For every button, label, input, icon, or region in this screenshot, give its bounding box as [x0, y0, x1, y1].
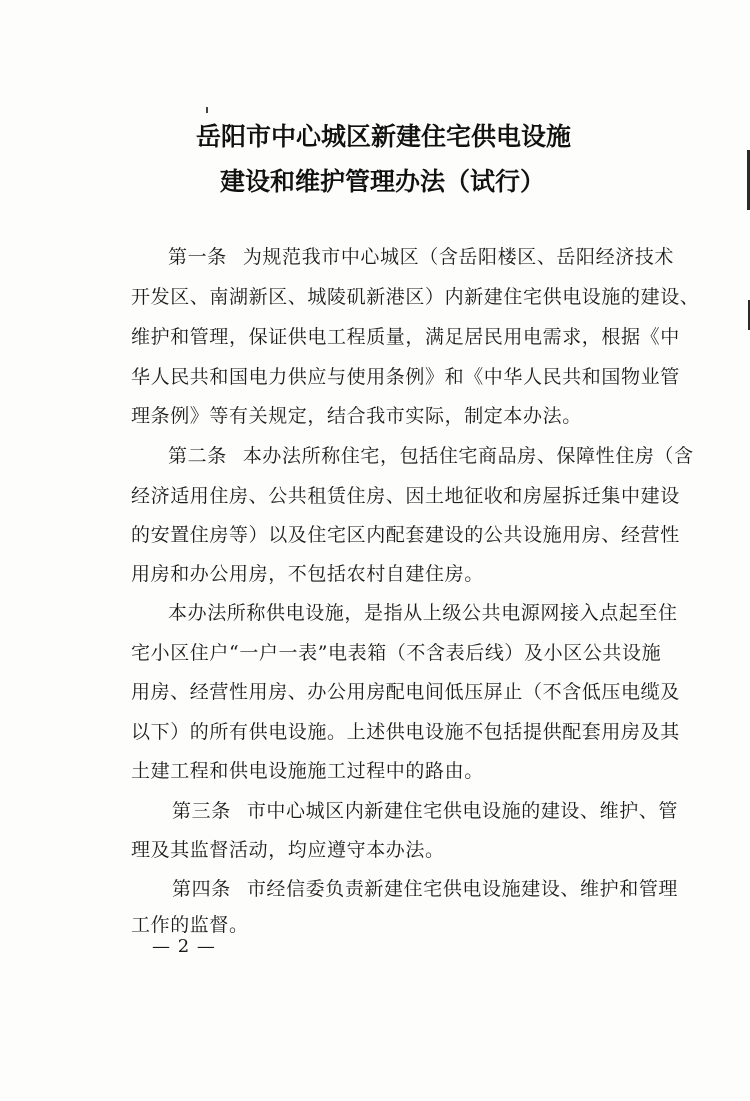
article-1-line-3: 维护和管理，保证供电工程质量，满足居民用电需求，根据《中: [131, 326, 680, 348]
paragraph-supply-facilities-line-1: 本办法所称供电设施，是指从上级公共电源网接入点起至住: [168, 602, 678, 624]
article-3-line-1: [172, 796, 712, 826]
article-2-line-4: 用房和办公用房，不包括农村自建住房。: [131, 563, 484, 585]
article-3-label: 第三条: [172, 800, 231, 822]
article-4-line-2: 工作的监督。: [131, 914, 249, 936]
paragraph-supply-facilities-line-2: 宅小区住户“一户一表”电表箱（不含表后线）及小区公共设施: [131, 642, 662, 664]
article-1-line-1: [168, 242, 708, 272]
paragraph-supply-facilities-line-3: 用房、经营性用房、办公用房配电间低压屏止（不含低压电缆及: [131, 681, 680, 703]
article-1-line-5: 理条例》等有关规定，结合我市实际，制定本办法。: [131, 405, 582, 427]
article-4-label: 第四条: [172, 878, 231, 900]
article-4-line-1: [172, 874, 712, 904]
article-3-line-2: 理及其监督活动，均应遵守本办法。: [131, 839, 445, 861]
article-2-text: 本办法所称住宅，包括住宅商品房、保障性住房（含: [242, 445, 694, 467]
article-2-line-2: 经济适用住房、公共租赁住房、因土地征收和房屋拆迁集中建设: [131, 485, 680, 507]
paragraph-supply-facilities-line-5: 土建工程和供电设施施工过程中的路由。: [131, 760, 484, 782]
article-2-label: 第二条: [168, 445, 227, 467]
article-1-line-2: 开发区、南湖新区、城陵矶新港区）内新建住宅供电设施的建设、: [131, 286, 700, 308]
article-3-text: 市中心城区内新建住宅供电设施的建设、维护、管: [246, 800, 679, 822]
page-number: — 2 —: [152, 936, 216, 957]
article-1-label: 第一条: [168, 246, 227, 268]
article-2-line-3: 的安置住房等）以及住宅区内配套建设的公共设施用房、经营性: [131, 524, 680, 546]
scan-speck: [206, 107, 208, 113]
document-title-line-2: 建设和维护管理办法（试行）: [220, 167, 546, 196]
document-title-line-1: 岳阳市中心城区新建住宅供电设施: [196, 122, 572, 151]
article-1-line-4: 华人民共和国电力供应与使用条例》和《中华人民共和国物业管: [131, 366, 680, 388]
article-1-text: 为规范我市中心城区（含岳阳楼区、岳阳经济技术: [242, 246, 675, 268]
article-2-line-1: [168, 441, 708, 471]
article-4-text: 市经信委负责新建住宅供电设施建设、维护和管理: [246, 878, 679, 900]
paragraph-supply-facilities-line-4: 以下）的所有供电设施。上述供电设施不包括提供配套用房及其: [131, 721, 680, 743]
